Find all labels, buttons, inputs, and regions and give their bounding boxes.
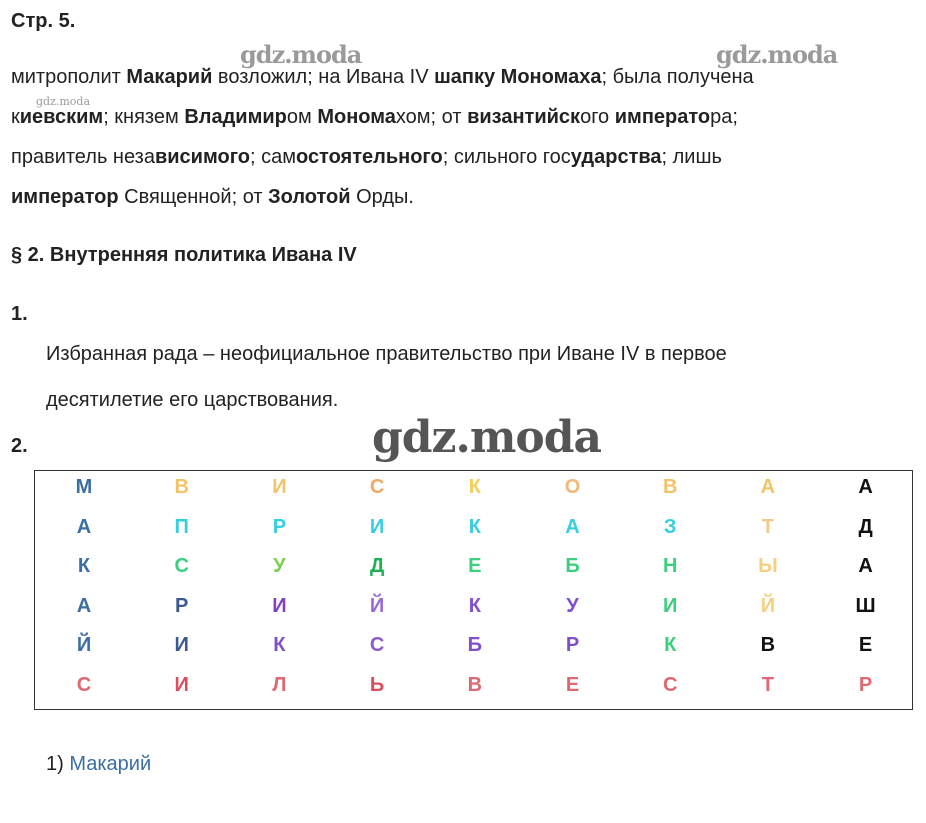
grid-letter: С	[662, 673, 678, 696]
answer-number: 1)	[46, 753, 70, 775]
bold-text: Золотой	[268, 186, 351, 208]
text: ; сильного гос	[442, 146, 571, 168]
grid-letter: У	[566, 594, 579, 617]
text: ом	[286, 106, 318, 128]
answer-value: Макарий	[69, 753, 152, 775]
bold-text: византийск	[467, 106, 581, 128]
bold-text: императо	[614, 106, 711, 128]
grid-letter: И	[174, 673, 189, 696]
grid-letter: Й	[760, 594, 776, 617]
task-2-number: 2.	[11, 435, 28, 457]
text: ра;	[710, 106, 738, 128]
task-1-number: 1.	[11, 303, 28, 325]
grid-letter: У	[273, 555, 286, 577]
grid-letter: И	[272, 476, 287, 498]
grid-letter: Л	[272, 673, 287, 696]
grid-letter: Е	[858, 634, 873, 656]
grid-letter: Р	[858, 673, 873, 696]
grid-letter: Б	[467, 634, 482, 656]
text: Орды.	[350, 186, 414, 208]
text: возложил; на Ивана IV	[212, 66, 435, 88]
text: митрополит	[11, 66, 127, 88]
answer-1	[46, 753, 151, 776]
grid-letter: В	[174, 476, 189, 498]
bold-text: иевским	[19, 106, 104, 128]
watermark: gdz.moda	[240, 40, 362, 69]
grid-letter: К	[468, 515, 481, 538]
grid-letter: К	[77, 555, 91, 577]
grid-letter: Д	[369, 555, 385, 577]
bold-text: шапку Мономаха	[434, 66, 602, 88]
grid-letter: Ы	[758, 555, 778, 577]
grid-letter: О	[564, 476, 581, 498]
grid-letter: А	[760, 476, 776, 498]
section-heading: § 2. Внутренняя политика Ивана IV	[11, 244, 357, 266]
watermark: gdz.moda	[372, 412, 602, 463]
grid-letter: К	[273, 634, 286, 656]
bold-text: остоятельного	[295, 146, 443, 168]
text: ; была получена	[601, 66, 754, 88]
watermark: gdz.moda	[36, 95, 91, 108]
text-line	[11, 186, 414, 209]
text: хом; от	[395, 106, 468, 128]
text: правитель неза	[11, 146, 155, 168]
grid-letter: В	[760, 634, 776, 656]
text: Священной; от	[118, 186, 269, 208]
bold-text: ударства	[570, 146, 662, 168]
grid-letter: К	[468, 594, 481, 617]
page-label: Стр. 5.	[11, 10, 76, 32]
task-1-answer-line: десятилетие его царствования.	[46, 389, 339, 411]
grid-letter: И	[369, 515, 385, 538]
grid-letter: Е	[565, 673, 580, 696]
word-search-grid	[34, 470, 913, 710]
bold-text: Макарий	[126, 66, 213, 88]
grid-letter: К	[664, 634, 677, 656]
grid-letter: Ь	[369, 673, 385, 696]
grid-letter: К	[468, 476, 481, 498]
grid-letter: Р	[565, 634, 580, 656]
grid-letter: И	[174, 634, 189, 656]
grid-letter: А	[76, 594, 92, 617]
grid-letter: И	[663, 594, 678, 617]
text-line	[11, 106, 738, 129]
grid-letter: С	[76, 673, 92, 696]
grid-letter: С	[174, 555, 189, 577]
grid-letter: Т	[761, 673, 774, 696]
text-line	[11, 66, 754, 89]
text: ; лишь	[661, 146, 722, 168]
bold-text: император	[11, 186, 119, 208]
text: ; сам	[249, 146, 296, 168]
grid-letter: С	[369, 476, 385, 498]
text: к	[11, 106, 20, 128]
grid-letter: А	[858, 476, 873, 498]
grid-letter: С	[369, 634, 385, 656]
grid-letter: Й	[369, 594, 385, 617]
grid-letter: Н	[662, 555, 678, 577]
grid-letter: З	[663, 515, 677, 538]
grid-letter: В	[662, 476, 678, 498]
grid-letter: А	[76, 515, 92, 538]
grid-letter: В	[467, 673, 483, 696]
bold-text: висимого	[154, 146, 250, 168]
bold-text: Владимир	[184, 106, 287, 128]
text: ого	[580, 106, 615, 128]
grid-letter: Ш	[855, 594, 876, 617]
grid-letter: Е	[468, 555, 482, 577]
grid-letter: И	[272, 594, 287, 617]
grid-letter: М	[75, 476, 93, 498]
text-line	[11, 146, 722, 169]
grid-letter: Р	[175, 594, 189, 617]
grid-letter: Т	[761, 515, 774, 538]
watermark: gdz.moda	[716, 40, 838, 69]
bold-text: Монома	[317, 106, 396, 128]
grid-letter: Б	[565, 555, 580, 577]
grid-letter: Й	[76, 634, 92, 656]
task-1-answer-line: Избранная рада – неофициальное правительство при Иване IV в первое	[46, 343, 727, 365]
grid-letter: П	[174, 515, 189, 538]
grid-letter: А	[858, 555, 873, 577]
grid-letter: Р	[272, 515, 287, 538]
grid-letter: Д	[858, 515, 873, 538]
text: ; князем	[103, 106, 185, 128]
grid-letter: А	[565, 515, 580, 538]
